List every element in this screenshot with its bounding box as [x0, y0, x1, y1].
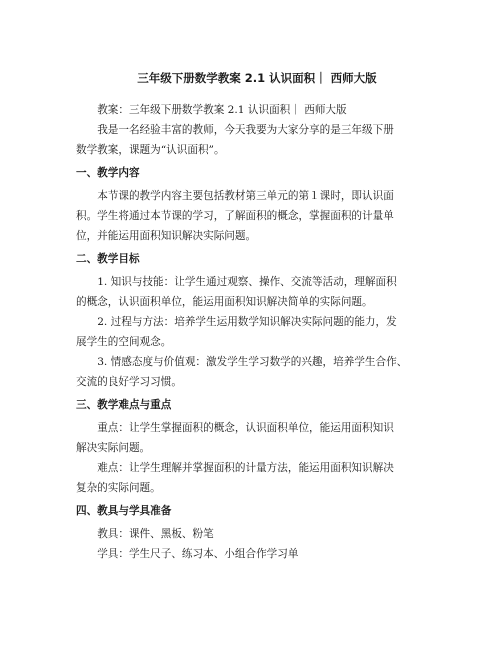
- text-line: 本节课的教学内容主要包括教材第三单元的第１课时，即认识面: [97, 190, 394, 202]
- section-paragraph: [76, 352, 438, 392]
- text-line: 3. 情感态度与价值观：激发学生学习数学的兴趣，培养学生合作、: [97, 356, 408, 368]
- section-paragraph: [76, 418, 438, 458]
- section-heading: 一、教学内容: [76, 167, 140, 179]
- section-paragraph: [76, 272, 438, 312]
- intro-line-1: [76, 100, 438, 120]
- section-heading: 四、教具与学具准备: [76, 505, 172, 517]
- text-line: 复杂的实际问题。: [76, 482, 161, 494]
- text-line: 教具：课件、黑板、粉笔: [97, 528, 214, 540]
- text-line: 学具：学生尺子、练习本、小组合作学习单: [97, 548, 299, 560]
- intro-paragraph: [76, 120, 438, 160]
- text-line: 积。学生将通过本节课的学习，了解面积的概念，掌握面积的计量单: [76, 210, 394, 222]
- text-line: 交流的良好学习习惯。: [76, 376, 182, 388]
- text-line: 位，并能运用面积知识解决实际问题。: [76, 230, 257, 242]
- section-heading: 二、教学目标: [76, 253, 140, 265]
- text-line: 的概念，认识面积单位，能运用面积知识解决简单的实际问题。: [76, 296, 373, 308]
- text-line: 我是一名经验丰富的教师，今天我要为大家分享的是三年级下册: [97, 124, 394, 136]
- section-paragraph: [76, 524, 438, 544]
- section-paragraph: [76, 458, 438, 498]
- section-paragraph: [76, 186, 438, 246]
- text-line: 解决实际问题。: [76, 442, 151, 454]
- text-line: 数学教案，课题为“认识面积”。: [76, 144, 225, 156]
- text-line: 2. 过程与方法：培养学生运用数学知识解决实际问题的能力，发: [97, 316, 397, 328]
- text-line: 重点：让学生掌握面积的概念，认识面积单位，能运用面积知识: [97, 422, 394, 434]
- text-line: 教案：三年级下册数学教案 2.1 认识面积｜ 西师大版: [97, 104, 347, 116]
- text-line: 1. 知识与技能：让学生通过观察、操作、交流等活动，理解面积: [97, 276, 397, 288]
- text-line: 展学生的空间观念。: [76, 336, 172, 348]
- document-body: [76, 70, 438, 564]
- section-paragraph: [76, 544, 438, 564]
- section-heading: 三、教学难点与重点: [76, 399, 172, 411]
- section-paragraph: [76, 312, 438, 352]
- page-title: 三年级下册数学教案 2.1 认识面积｜ 西师大版: [137, 71, 377, 85]
- text-line: 难点：让学生理解并掌握面积的计量方法，能运用面积知识解决: [97, 462, 394, 474]
